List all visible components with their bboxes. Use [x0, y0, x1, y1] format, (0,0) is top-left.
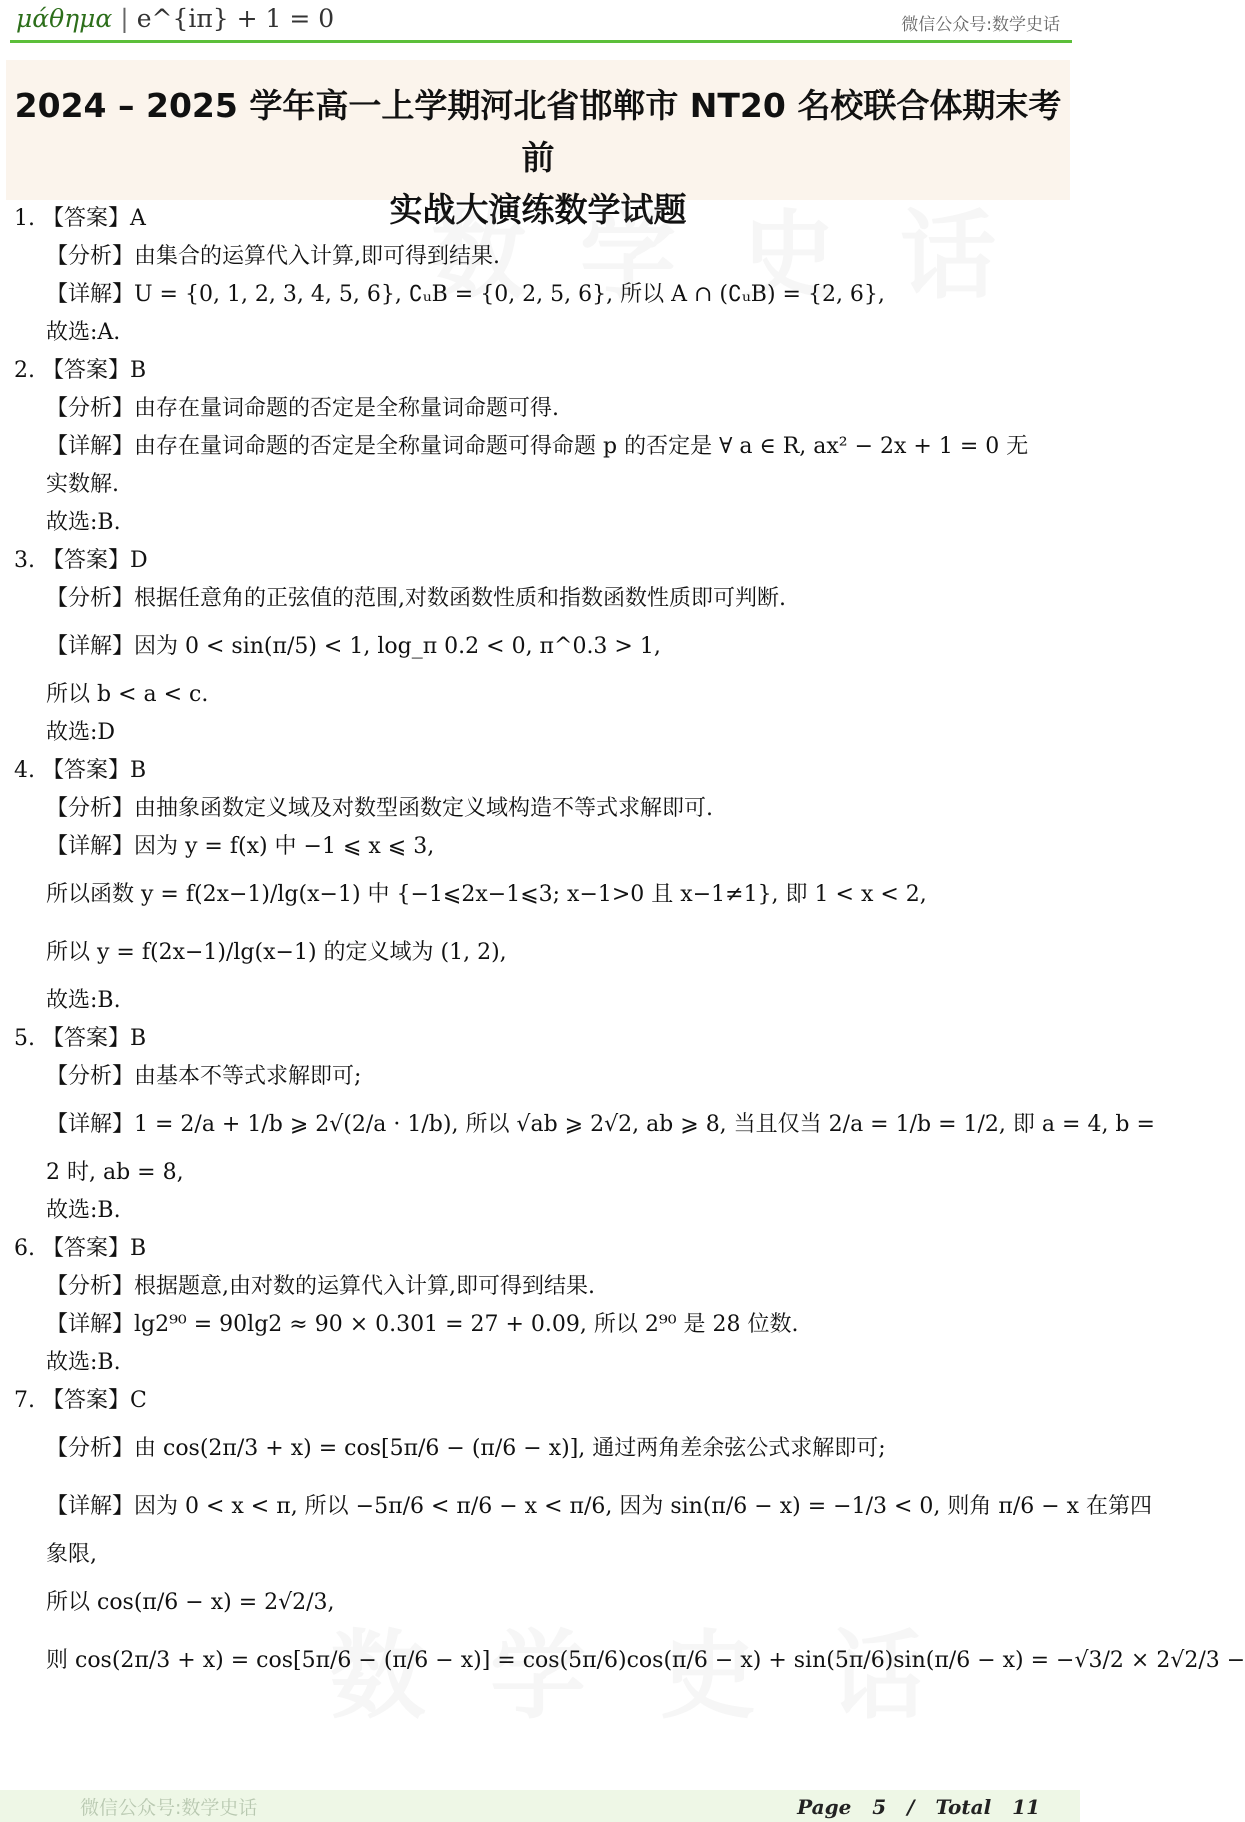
solution-line: 2 时, ab = 8, [46, 1160, 184, 1185]
watermark-char: 史 [740, 200, 836, 312]
answer-line: 2. 【答案】B [14, 358, 147, 383]
solution-line: 则 cos(2π/3 + x) = cos[5π/6 − (π/6 − x)] = cos(5π/6)cos(π/6 − x) + sin(5π/6)sin(π/6 − x) = −√3/2 × 2√2/3 − [46, 1648, 1245, 1673]
solution-line: 【详解】因为 y = f(x) 中 −1 ⩽ x ⩽ 3, [46, 834, 435, 859]
watermark-char: 数 [430, 200, 526, 312]
solution-line: 故选:D [46, 720, 116, 745]
answer-line: 5. 【答案】B [14, 1026, 147, 1051]
solution-line: 【分析】由存在量词命题的否定是全称量词命题可得. [46, 396, 559, 421]
page-indicator [797, 1795, 1040, 1819]
solution-line: 实数解. [46, 472, 119, 497]
solution-line: 【详解】1 = 2/a + 1/b ⩾ 2√(2/a · 1/b), 所以 √ab ⩾ 2√2, ab ⩾ 8, 当且仅当 2/a = 1/b = 1/2, 即 a = 4, b = [46, 1112, 1155, 1137]
solution-line: 【分析】由抽象函数定义域及对数型函数定义域构造不等式求解即可. [46, 796, 713, 821]
page-header [10, 0, 1070, 38]
solution-line: 故选:B. [46, 1350, 121, 1375]
solution-line: 【分析】由基本不等式求解即可; [46, 1064, 362, 1089]
footer-account: 微信公众号:数学史话 [80, 1797, 258, 1819]
page-number: 5 [872, 1795, 887, 1819]
logo-text: μάθημα [16, 4, 113, 33]
solution-line: 【详解】因为 0 < x < π, 所以 −5π/6 < π/6 − x < π/6, 因为 sin(π/6 − x) = −1/3 < 0, 则角 π/6 − x 在第四 [46, 1494, 1153, 1519]
header-separator: | [120, 4, 129, 33]
solutions-body [14, 200, 1245, 1690]
watermark-char: 数 [330, 1620, 426, 1732]
answer-line: 7. 【答案】C [14, 1388, 147, 1413]
total-pages: 11 [1012, 1795, 1040, 1819]
solution-line: 故选:B. [46, 988, 121, 1013]
total-label: Total [935, 1795, 992, 1819]
solution-line: 【详解】U = {0, 1, 2, 3, 4, 5, 6}, ∁ᵤB = {0, 2, 5, 6}, 所以 A ∩ (∁ᵤB) = {2, 6}, [46, 282, 885, 307]
euler-formula: e^{iπ} + 1 = 0 [136, 4, 335, 33]
answer-line: 1. 【答案】A [14, 206, 146, 231]
solution-line: 【分析】由 cos(2π/3 + x) = cos[5π/6 − (π/6 − x)], 通过两角差余弦公式求解即可; [46, 1436, 886, 1461]
watermark-char: 话 [900, 200, 996, 312]
header-account: 微信公众号:数学史话 [901, 15, 1060, 35]
solution-line: 所以 cos(π/6 − x) = 2√2/3, [46, 1590, 335, 1615]
solution-line: 【分析】根据题意,由对数的运算代入计算,即可得到结果. [46, 1274, 595, 1299]
solution-line: 【详解】由存在量词命题的否定是全称量词命题可得命题 p 的否定是 ∀ a ∈ R, ax² − 2x + 1 = 0 无 [46, 434, 1029, 459]
solution-line: 故选:A. [46, 320, 121, 345]
solution-line: 所以函数 y = f(2x−1)/lg(x−1) 中 {−1⩽2x−1⩽3; x−1>0 且 x−1≠1}, 即 1 < x < 2, [46, 882, 927, 907]
solution-line: 故选:B. [46, 510, 121, 535]
page-footer [0, 1790, 1080, 1822]
watermark-char: 学 [580, 200, 676, 312]
solution-line: 【分析】由集合的运算代入计算,即可得到结果. [46, 244, 500, 269]
answer-line: 4. 【答案】B [14, 758, 147, 783]
header-divider [10, 40, 1072, 43]
page-label: Page [797, 1795, 852, 1819]
title-line-2: 实战大演练数学试题 [389, 190, 687, 229]
solution-line: 象限, [46, 1542, 97, 1567]
title-line-1: 2024 – 2025 学年高一上学期河北省邯郸市 NT20 名校联合体期末考前 [14, 86, 1062, 177]
solution-line: 故选:B. [46, 1198, 121, 1223]
solution-line: 所以 b < a < c. [46, 682, 209, 707]
watermark-char: 学 [490, 1620, 586, 1732]
watermark-char: 话 [830, 1620, 926, 1732]
solution-line: 【详解】因为 0 < sin(π/5) < 1, log_π 0.2 < 0, π^0.3 > 1, [46, 634, 661, 659]
solution-line: 【分析】根据任意角的正弦值的范围,对数函数性质和指数函数性质即可判断. [46, 586, 786, 611]
header-logo [16, 4, 334, 33]
watermark-char: 史 [660, 1620, 756, 1732]
solution-line: 【详解】lg2⁹⁰ = 90lg2 ≈ 90 × 0.301 = 27 + 0.09, 所以 2⁹⁰ 是 28 位数. [46, 1312, 799, 1337]
answer-line: 3. 【答案】D [14, 548, 148, 573]
answer-line: 6. 【答案】B [14, 1236, 147, 1261]
solution-line: 所以 y = f(2x−1)/lg(x−1) 的定义域为 (1, 2), [46, 940, 507, 965]
page-slash: / [907, 1795, 915, 1819]
